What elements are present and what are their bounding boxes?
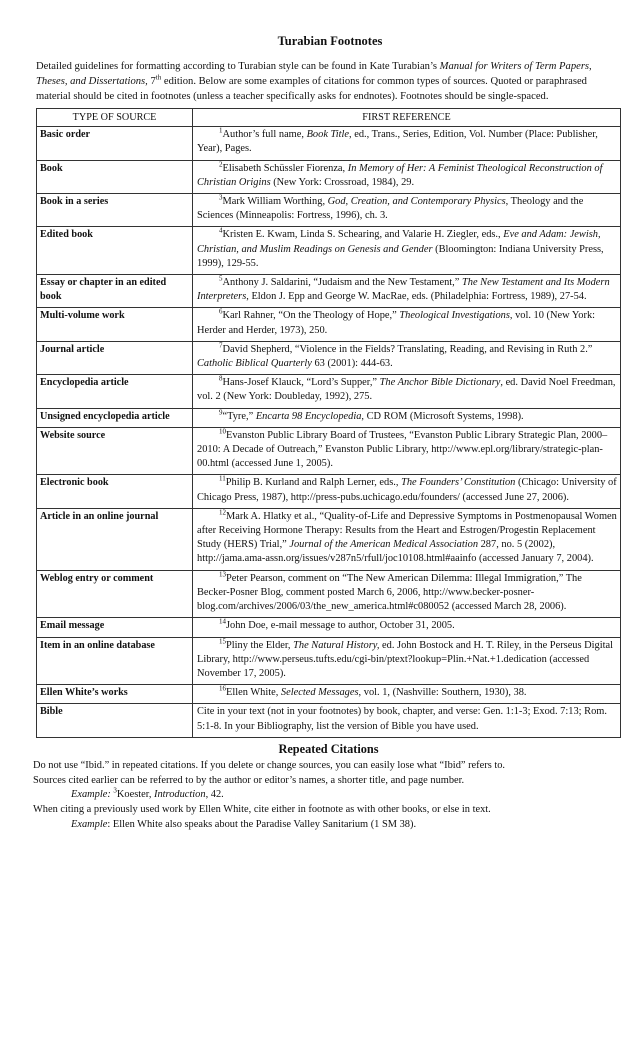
source-type-cell: Book xyxy=(37,160,193,193)
italic-title: Eve and Adam: Jewish, Christian, and Muslim Readings on Genesis and Gender xyxy=(197,229,601,255)
citation-text: (Bloomington: Indiana University Press, 1999), 129-55. xyxy=(197,243,604,269)
table-row xyxy=(37,618,621,637)
table-row xyxy=(37,704,621,737)
citation-text: Mark William Worthing, xyxy=(222,196,328,208)
citation-text: , Eldon J. Epp and George W. MacRae, eds. (Philadelphia: Fortress, 1989), 27-54. xyxy=(246,291,587,303)
footnote-number: 3 xyxy=(219,193,223,202)
citation-text: Karl Rahner, “On the Theology of Hope,” xyxy=(222,310,400,322)
table-row xyxy=(37,160,621,193)
example-1-footnote-number: 3 xyxy=(113,786,117,795)
footnote-indent xyxy=(197,343,223,357)
intro-edition-sup: th xyxy=(155,73,162,82)
citation-text: Peter Pearson, comment on “The New American Dilemma: Illegal Immigration,” The Becker-Posner Blog, comment posted March 6, 2006, http://www.becker-posner-blog.com/archives/2006/03/the_new_america.html#c080052 (accessed March 28, 2006). xyxy=(197,572,582,613)
first-reference-cell xyxy=(193,685,621,704)
footnote-number: 14 xyxy=(219,617,226,626)
table-row xyxy=(37,408,621,427)
footnote-number: 1 xyxy=(219,126,223,135)
footnote-number: 12 xyxy=(219,508,226,517)
source-type-cell: Electronic book xyxy=(37,475,193,508)
footnote-indent xyxy=(197,162,223,176)
repeated-citations-section xyxy=(33,742,624,833)
footnote-indent xyxy=(197,476,226,490)
example-1-text: Koester, xyxy=(116,789,155,801)
source-type-cell: Bible xyxy=(37,704,193,737)
table-row xyxy=(37,427,621,475)
citation-text: Elisabeth Schüssler Fiorenza, xyxy=(222,162,348,174)
table-row xyxy=(37,341,621,374)
table-row xyxy=(37,685,621,704)
source-type-cell: Essay or chapter in an edited book xyxy=(37,275,193,308)
source-type-cell: Edited book xyxy=(37,227,193,275)
italic-title: Book Title xyxy=(306,129,350,141)
citation-text: Evanston Public Library Board of Trustees, “Evanston Public Library Strategic Plan, 2000–2010: A Decade of Outreach,” Evanston Public Library, http://www.epl.org/library/strategic-plan-00.html (accessed June 1, 2005). xyxy=(197,429,608,470)
source-type-cell: Website source xyxy=(37,427,193,475)
footnote-indent xyxy=(197,686,226,700)
first-reference-cell xyxy=(193,408,621,427)
first-reference-cell xyxy=(193,341,621,374)
italic-title: Selected Messages xyxy=(280,687,359,699)
italic-title: Catholic Biblical Quarterly xyxy=(197,358,312,370)
citation-text: Anthony J. Saldarini, “Judaism and the New Testament,” xyxy=(222,277,462,289)
footnote-indent xyxy=(197,276,223,290)
citation-text: David Shepherd, “Violence in the Fields? Translating, Reading, and Revising in Ruth 2.” xyxy=(222,343,593,355)
table-row xyxy=(37,570,621,618)
intro-book-title: Manual for Writers of Term Papers, Theses, and Dissertations, xyxy=(36,61,592,87)
citation-text: , vol. 1, (Nashville: Southern, 1930), 38. xyxy=(358,687,527,699)
example-2-label: Example xyxy=(71,818,108,830)
table-row xyxy=(37,194,621,227)
example-1-label: Example: xyxy=(71,789,111,801)
first-reference-cell xyxy=(193,194,621,227)
example-2 xyxy=(33,818,624,833)
italic-title: The Anchor Bible Dictionary xyxy=(379,377,501,389)
source-type-cell: Book in a series xyxy=(37,194,193,227)
table-row xyxy=(37,308,621,341)
table-row xyxy=(37,475,621,508)
footnote-indent xyxy=(197,619,226,633)
header-type-of-source: TYPE OF SOURCE xyxy=(37,109,193,127)
citation-text: , Theology and the Sciences (Minneapolis: Fortress, 1996), ch. 3. xyxy=(197,196,584,222)
footnote-number: 2 xyxy=(219,160,223,169)
citation-text: , CD ROM (Microsoft Systems, 1998). xyxy=(361,410,524,422)
citation-text: (New York: Crossroad, 1984), 29. xyxy=(270,176,415,188)
citation-text: , ed., Trans., Series, Edition, Vol. Number (Place: Publisher, Year), Pages. xyxy=(197,129,598,155)
first-reference-cell xyxy=(193,508,621,570)
table-row xyxy=(37,637,621,685)
first-reference-cell xyxy=(193,375,621,408)
source-type-cell: Weblog entry or comment xyxy=(37,570,193,618)
first-reference-cell xyxy=(193,227,621,275)
first-reference-cell xyxy=(193,618,621,637)
first-reference-cell xyxy=(193,308,621,341)
italic-title: Journal of the American Medical Association xyxy=(289,539,479,551)
citation-text: ed. John Bostock and H. T. Riley, in the Perseus Digital Library, http://www.perseus.tufts.edu/cgi-bin/ptext?lookup=Plin.+Nat.+1.dedication (accessed November 17, 2005). xyxy=(197,639,614,679)
italic-title: Encarta 98 Encyclopedia xyxy=(255,410,362,422)
citation-text: Author’s full name, xyxy=(222,129,307,141)
first-reference-cell xyxy=(193,637,621,685)
source-type-cell: Ellen White’s works xyxy=(37,685,193,704)
first-reference-cell xyxy=(193,570,621,618)
citation-text: (Chicago: University of Chicago Press, 1987), http://press-pubs.uchicago.edu/founders/ (accessed June 27, 2006). xyxy=(197,477,617,503)
footnote-number: 9 xyxy=(219,408,223,417)
source-type-cell: Encyclopedia article xyxy=(37,375,193,408)
first-reference-cell xyxy=(193,427,621,475)
footnote-indent xyxy=(197,128,223,142)
example-1-end: , 42. xyxy=(205,789,224,801)
footnote-indent xyxy=(197,228,223,242)
citation-text: Philip B. Kurland and Ralph Lerner, eds., xyxy=(225,477,402,489)
source-type-cell: Email message xyxy=(37,618,193,637)
table-row xyxy=(37,508,621,570)
footnote-number: 7 xyxy=(219,341,223,350)
footnote-number: 11 xyxy=(219,475,226,483)
footnote-indent xyxy=(197,195,223,209)
footnote-number: 10 xyxy=(219,427,226,436)
citation-text: “Tyre,” xyxy=(222,410,256,422)
italic-title: The Founders’ Constitution xyxy=(401,477,516,489)
first-reference-cell xyxy=(193,704,621,737)
footnote-indent xyxy=(197,429,226,443)
footnote-indent xyxy=(197,309,223,323)
example-2-text: : Ellen White also speaks about the Paradise Valley Sanitarium (1 SM 38). xyxy=(107,818,417,830)
table-row xyxy=(37,127,621,160)
first-reference-cell xyxy=(193,160,621,193)
source-type-cell: Unsigned encyclopedia article xyxy=(37,408,193,427)
example-1-title: Introduction xyxy=(154,789,206,801)
footnote-number: 8 xyxy=(219,374,223,383)
footnote-number: 4 xyxy=(219,226,223,235)
source-type-cell: Multi-volume work xyxy=(37,308,193,341)
italic-title: The New Testament and Its Modern Interpreters xyxy=(197,277,610,303)
repeated-citations-title: Repeated Citations xyxy=(278,741,379,756)
citation-text: John Doe, e-mail message to author, October 31, 2005. xyxy=(226,620,455,632)
source-type-cell: Journal article xyxy=(37,341,193,374)
repeated-line-2: Sources cited earlier can be referred to by the author or editor’s names, a shorter title, and page number. xyxy=(33,774,465,786)
citation-text: Kristen E. Kwam, Linda S. Schearing, and Valarie H. Ziegler, eds., xyxy=(222,229,504,241)
footnote-indent xyxy=(197,410,223,424)
italic-title: God, Creation, and Contemporary Physics xyxy=(327,196,506,208)
footnote-indent xyxy=(197,376,223,390)
italic-title: Theological Investigations xyxy=(399,310,510,322)
source-type-cell: Article in an online journal xyxy=(37,508,193,570)
footnote-number: 15 xyxy=(219,637,226,646)
source-type-cell: Basic order xyxy=(37,127,193,160)
footnote-indent xyxy=(197,572,226,586)
italic-title: In Memory of Her: A Feminist Theological Reconstruction of Christian Origins xyxy=(197,162,603,188)
repeated-line-3: When citing a previously used work by Ellen White, cite either in footnote as with other books, or else in text. xyxy=(33,804,491,816)
citation-text: , vol. 10 (New York: Herder and Herder, 1973), 250. xyxy=(197,310,596,336)
table-body xyxy=(37,127,621,738)
footnote-number: 5 xyxy=(219,274,223,283)
footnote-number: 6 xyxy=(219,307,223,316)
footnote-number: 16 xyxy=(219,684,226,693)
intro-paragraph xyxy=(36,59,624,104)
source-type-cell: Item in an online database xyxy=(37,637,193,685)
intro-edition: 7 xyxy=(147,76,156,87)
table-row xyxy=(37,227,621,275)
page-title: Turabian Footnotes xyxy=(277,34,383,48)
citation-text: Hans-Josef Klauck, “Lord’s Supper,” xyxy=(222,377,380,389)
table-row xyxy=(37,275,621,308)
header-first-reference: FIRST REFERENCE xyxy=(193,109,621,127)
citation-text: 287, no. 5 (2002), http://jama.ama-assn.org/issues/v287n5/rfull/joc10108.html#aainfo (accessed January 7, 2004). xyxy=(197,539,594,565)
footnote-number: 13 xyxy=(219,570,226,579)
intro-text-1: Detailed guidelines for formatting according to Turabian style can be found in Kate Turabian’s xyxy=(36,61,440,72)
citation-text: Ellen White, xyxy=(226,687,281,699)
first-reference-cell xyxy=(193,475,621,508)
repeated-line-1: Do not use “Ibid.” in repeated citations. If you delete or change sources, you can easily lose what “Ibid” refers to. xyxy=(33,759,506,771)
intro-text-2: edition. Below are some examples of citations for common types of sources. Quoted or paraphrased material should be cited in footnotes (unless a teacher specifically asks for endnotes). Footnotes should be single-spaced. xyxy=(36,76,587,102)
footnote-indent xyxy=(197,639,226,653)
first-reference-cell xyxy=(193,127,621,160)
citation-text: Pliny the Elder, xyxy=(226,639,294,651)
citation-table xyxy=(36,108,621,738)
first-reference-cell xyxy=(193,275,621,308)
citation-text: , ed. David Noel Freedman, vol. 2 (New York: Doubleday, 1992), 275. xyxy=(197,377,616,403)
footnote-indent xyxy=(197,510,226,524)
italic-title: The Natural History, xyxy=(293,639,380,651)
citation-text: Mark A. Hlatky et al., “Quality-of-Life and Depressive Symptoms in Postmenopausal Women after Receiving Hormone Therapy: Results from the Heart and Estrogen/Progestin Replacement Study (HERS) Trial,” xyxy=(197,510,617,551)
table-row xyxy=(37,375,621,408)
example-1 xyxy=(33,788,624,803)
citation-text: Cite in your text (not in your footnotes) by book, chapter, and verse: Gen. 1:1-3; Exod. 7:13; Rom. 5:1-8. In your Bibliography, list the version of Bible you have used. xyxy=(197,706,607,732)
table-header-row xyxy=(37,109,621,127)
citation-text: 63 (2001): 444-63. xyxy=(311,358,393,370)
